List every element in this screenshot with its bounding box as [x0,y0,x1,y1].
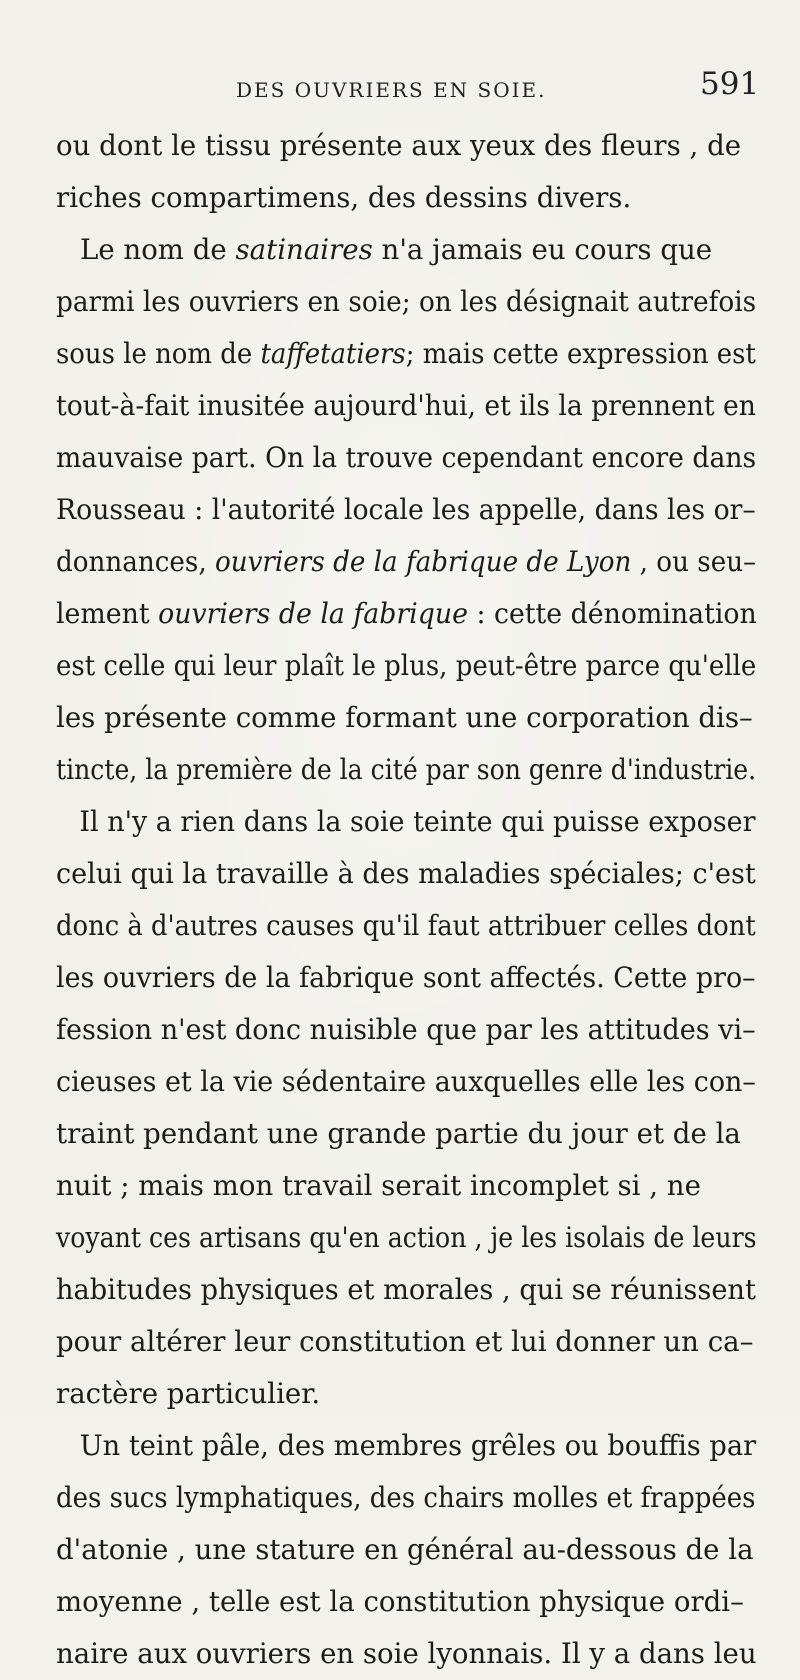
text-run: habitudes physiques et morales , qui se réunissent [56,1273,756,1306]
text-line [56,484,756,536]
text-run: sous le nom de [56,337,261,370]
text-run: des sucs lymphatiques, des chairs molles et frappées [56,1481,756,1514]
text-run: nuit ; mais mon travail serait incomplet si , ne [56,1169,701,1202]
text-line [56,380,756,432]
text-line [56,1056,756,1108]
text-line [56,536,757,588]
text-line [56,952,756,1004]
text-line [56,588,757,640]
page-number: 591 [700,66,760,102]
text-run: riches compartimens, des dessins divers. [56,181,632,214]
text-run: ractère particulier. [56,1377,321,1410]
text-run: les présente comme formant une corporation dis– [56,701,753,734]
text-line [56,1004,756,1056]
text-run: donc à d'autres causes qu'il faut attribuer celles dont [56,909,756,942]
text-line [56,1576,756,1628]
text-line [56,692,756,744]
text-run: voyant ces artisans qu'en action , je les isolais de leurs [56,1221,757,1254]
text-line [56,1108,756,1160]
text-run: Un teint pâle, des membres grêles ou bouffis par [79,1429,757,1462]
text-run: moyenne , telle est la constitution physique ordi– [56,1585,744,1618]
text-run: tincte, la première de la cité par son genre d'industrie. [56,753,757,786]
text-line [56,900,756,952]
italic-term: satinaires [235,233,373,266]
italic-term: taffetatiers [260,337,406,370]
text-line [56,276,757,328]
text-run: Le nom de [80,233,236,266]
text-line [56,744,757,796]
text-run: les ouvriers de la fabrique sont affectés. Cette pro– [56,961,756,994]
text-line [56,1160,756,1212]
text-line [56,1264,756,1316]
text-run: Il n'y a rien dans la soie teinte qui puisse exposer [79,805,756,838]
text-run: naire aux ouvriers en soie lyonnais. Il y a dans leu [56,1637,757,1670]
running-title: DES OUVRIERS EN SOIE. [236,78,547,102]
text-line [56,1472,756,1524]
text-line [56,1628,755,1680]
text-run: donnances, [56,545,215,578]
italic-term: ouvriers de la fabrique de Lyon [214,545,632,578]
text-run: parmi les ouvriers en soie; on les désignait autrefois [56,285,757,318]
text-run: Rousseau : l'autorité locale les appelle, dans les or– [56,493,756,526]
text-run: celui qui la travaille à des maladies spéciales; c'est [56,857,756,890]
text-run: tout-à-fait inusitée aujourd'hui, et ils la prennent en [56,389,756,422]
body-text [56,120,756,1680]
text-line [56,796,756,848]
text-run: n'a jamais eu cours que [372,233,713,266]
text-line [56,1368,756,1420]
text-line [56,1212,757,1264]
text-line [56,848,756,900]
text-line [56,224,756,276]
text-run: fession n'est donc nuisible que par les attitudes vi– [56,1013,756,1046]
text-run: est celle qui leur plaît le plus, peut-être parce qu'elle [56,649,757,682]
text-run: , ou seu– [631,545,757,578]
text-line [56,1316,756,1368]
text-run: lement [56,597,159,630]
text-run: traint pendant une grande partie du jour et de la [56,1117,741,1150]
text-line [56,1524,756,1576]
text-run: d'atonie , une stature en général au-dessous de la [56,1533,754,1566]
text-line [56,172,756,224]
text-run: cieuses et la vie sédentaire auxquelles elle les con– [56,1065,756,1098]
text-run: : cette dénomination [467,597,757,630]
text-run: mauvaise part. On la trouve cependant encore dans [56,441,757,474]
text-line [56,328,756,380]
text-line [56,432,757,484]
text-run: ; mais cette expression est [405,337,756,370]
text-line [56,1420,757,1472]
text-line [56,640,757,692]
italic-term: ouvriers de la fabrique [158,597,468,630]
text-run: pour altérer leur constitution et lui donner un ca– [56,1325,754,1358]
text-line [56,120,756,172]
text-run: ou dont le tissu présente aux yeux des fleurs , de [56,129,742,162]
